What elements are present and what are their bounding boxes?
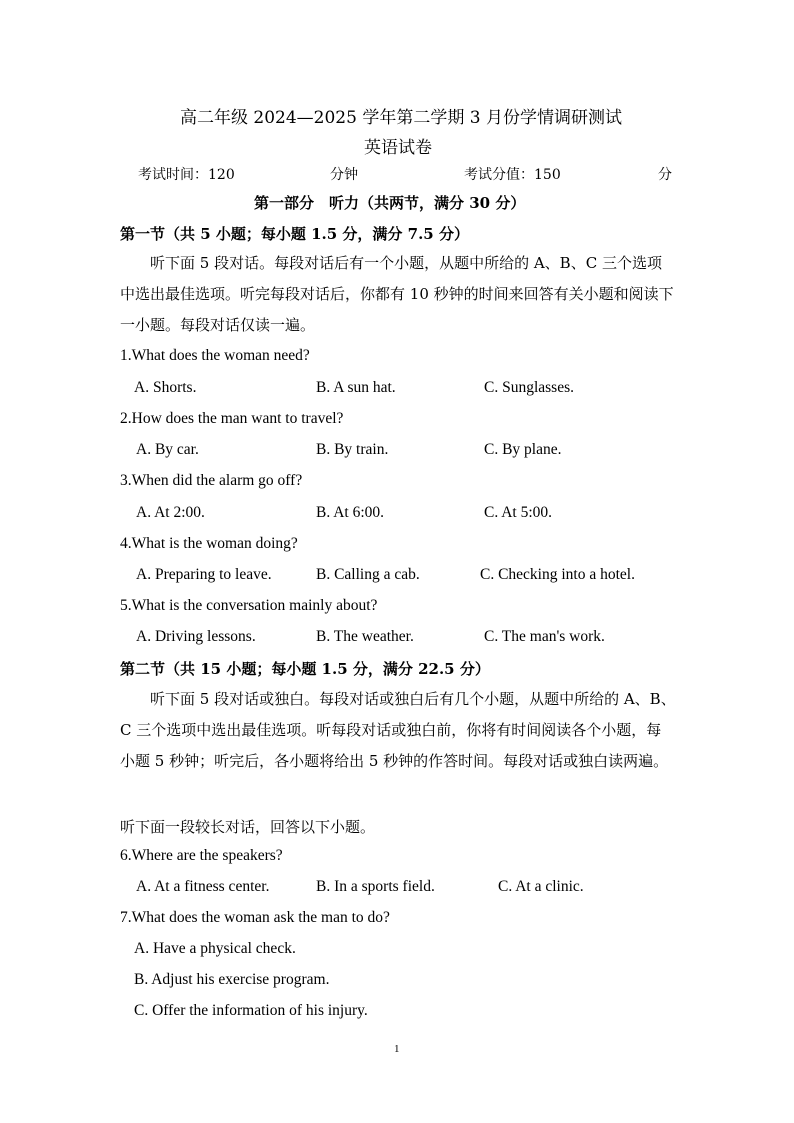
question-7-option-c: C. Offer the information of his injury.	[134, 1002, 368, 1019]
page-number: 1	[394, 1043, 400, 1055]
question-1-stem: 1.What does the woman need?	[120, 347, 310, 364]
exam-title: 高二年级 2024—2025 学年第二学期 3 月份学情调研测试	[180, 108, 622, 128]
question-6-option-c: C. At a clinic.	[498, 878, 584, 895]
question-1-option-b: B. A sun hat.	[316, 379, 396, 396]
section-two-heading: 第二节（共 15 小题；每小题 1.5 分，满分 22.5 分）	[120, 660, 490, 678]
question-5-option-b: B. The weather.	[316, 628, 414, 645]
question-2-option-b: B. By train.	[316, 441, 389, 458]
question-1-option-a: A. Shorts.	[134, 379, 197, 396]
question-7-stem: 7.What does the woman ask the man to do?	[120, 909, 390, 926]
question-4-option-c: C. Checking into a hotel.	[480, 566, 635, 583]
question-6-option-b: B. In a sports field.	[316, 878, 435, 895]
question-5-option-c: C. The man's work.	[484, 628, 605, 645]
question-3-option-c: C. At 5:00.	[484, 504, 553, 521]
section-two-instructions: 听下面 5 段对话或独白。每段对话或独白后有几个小题，从题中所给的 A、B、C 三个选项中选出最佳选项。听每段对话或独白前，你将有时间阅读各个小题，每小题 5 秒钟；听完后，各小题将给出 5 秒钟的作答时间。每段对话或独白读两遍。	[120, 690, 676, 770]
question-4-option-b: B. Calling a cab.	[316, 566, 420, 583]
question-2-option-a: A. By car.	[136, 441, 199, 458]
question-5-option-a: A. Driving lessons.	[136, 628, 256, 645]
exam-subject-title: 英语试卷	[364, 138, 432, 158]
question-2-option-c: C. By plane.	[484, 441, 562, 458]
question-7-option-a: A. Have a physical check.	[134, 940, 296, 957]
question-5-stem: 5.What is the conversation mainly about?	[120, 597, 378, 614]
section-one-heading: 第一节（共 5 小题；每小题 1.5 分，满分 7.5 分）	[120, 225, 469, 243]
question-4-stem: 4.What is the woman doing?	[120, 535, 298, 552]
question-3-option-b: B. At 6:00.	[316, 504, 385, 521]
exam-score-label: 考试分值：150	[464, 167, 561, 183]
section-two-sub-instruction: 听下面一段较长对话，回答以下小题。	[120, 818, 376, 836]
question-4-option-a: A. Preparing to leave.	[136, 566, 272, 583]
question-6-option-a: A. At a fitness center.	[136, 878, 270, 895]
question-2-stem: 2.How does the man want to travel?	[120, 410, 344, 427]
question-7-option-b: B. Adjust his exercise program.	[134, 971, 330, 988]
part-one-heading: 第一部分 听力（共两节，满分 30 分）	[254, 194, 526, 212]
exam-time-label: 考试时间：120	[138, 167, 235, 183]
question-3-stem: 3.When did the alarm go off?	[120, 472, 303, 489]
question-6-stem: 6.Where are the speakers?	[120, 847, 283, 864]
section-one-instructions: 听下面 5 段对话。每段对话后有一个小题，从题中所给的 A、B、C 三个选项中选出最佳选项。听完每段对话后，你都有 10 秒钟的时间来回答有关小题和阅读下一小题。每段对话仅读一遍。	[120, 254, 674, 334]
exam-time-unit: 分钟	[330, 167, 358, 183]
question-3-option-a: A. At 2:00.	[136, 504, 205, 521]
exam-score-unit: 分	[658, 167, 672, 183]
question-1-option-c: C. Sunglasses.	[484, 379, 574, 396]
